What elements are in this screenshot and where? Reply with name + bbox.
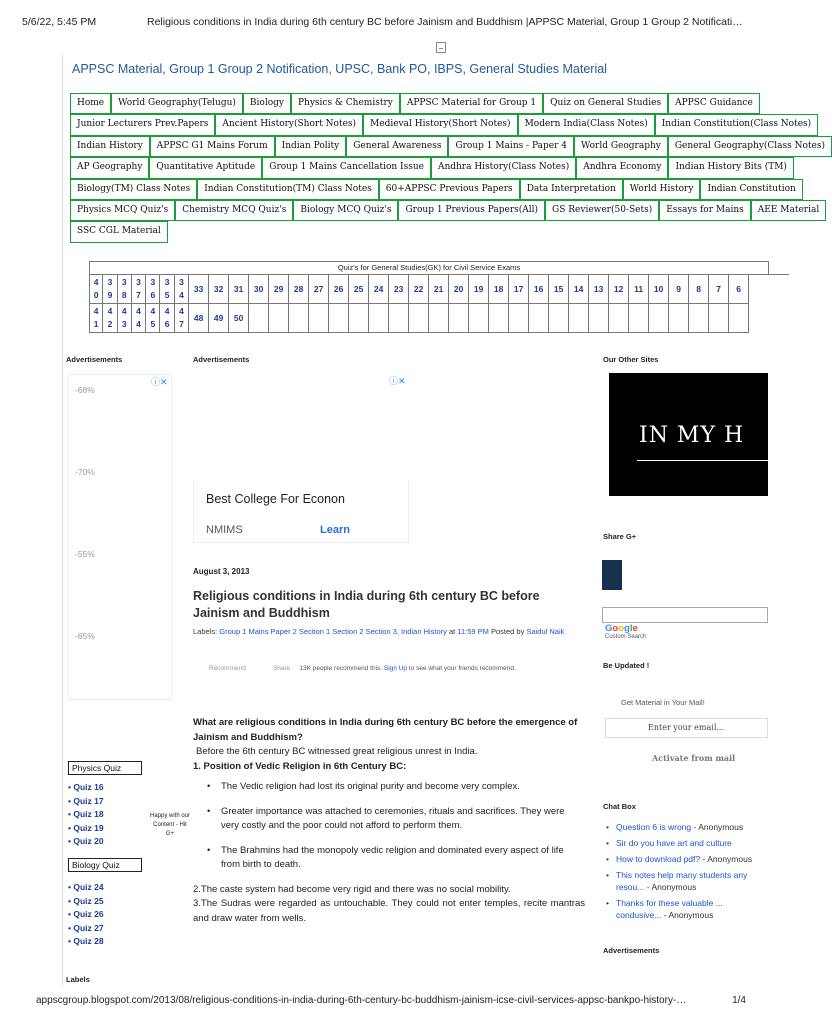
nav-link[interactable]: Group 1 Mains Cancellation Issue: [262, 157, 431, 178]
chat-link[interactable]: How to download pdf?: [616, 854, 701, 864]
nav-link[interactable]: Indian Constitution(Class Notes): [655, 114, 818, 135]
print-url: appscgroup.blogspot.com/2013/08/religious-conditions-in-india-during-6th-century-bc-buddhism-jainism-icse-civil-services-appsc-bankpo-history-…: [36, 995, 687, 1006]
list-item: • The Brahmins had the monopoly vedic religion and dominated every aspect of life from birth to death.: [193, 844, 585, 873]
quiz-link[interactable]: 26: [329, 275, 349, 304]
quiz-empty-cell: [649, 304, 669, 333]
quiz-link[interactable]: 3 7: [132, 275, 146, 304]
quiz-item-link[interactable]: • Quiz 26: [68, 908, 104, 922]
ad-percent: -68%: [75, 385, 95, 395]
nav-link[interactable]: Essays for Mains: [659, 200, 751, 221]
quiz-empty-cell: [309, 304, 329, 333]
quiz-link[interactable]: 18: [489, 275, 509, 304]
nav-link[interactable]: Indian History Bits (TM): [668, 157, 793, 178]
quiz-link[interactable]: 32: [209, 275, 229, 304]
physics-quiz-list: [68, 781, 104, 849]
nav-row: [70, 114, 812, 135]
quiz-link[interactable]: 4 1: [89, 304, 103, 333]
quiz-table: [89, 261, 768, 333]
quiz-link[interactable]: 12: [609, 275, 629, 304]
quiz-empty-cell: [349, 304, 369, 333]
nav-link[interactable]: Physics & Chemistry: [291, 93, 400, 114]
mail-title: Get Material in Your Mail!: [621, 698, 705, 707]
author-link[interactable]: Saidul Naik: [526, 627, 565, 636]
nav-link[interactable]: Indian Polity: [275, 136, 347, 157]
nav-link[interactable]: AEE Material: [751, 200, 826, 221]
section-heading: 1. Position of Vedic Religion in 6th Century BC:: [193, 760, 407, 772]
nav-row: [70, 136, 826, 157]
chat-author: - Anonymous: [691, 822, 744, 832]
print-timestamp: 5/6/22, 5:45 PM: [22, 16, 97, 28]
nav-row: [70, 157, 787, 178]
nav-link[interactable]: Indian Constitution(TM) Class Notes: [197, 179, 379, 200]
quiz-link[interactable]: 25: [349, 275, 369, 304]
quiz-empty-cell: [589, 304, 609, 333]
email-field[interactable]: Enter your email...: [605, 718, 768, 738]
nav-link[interactable]: GS Reviewer(50-Sets): [545, 200, 659, 221]
nav-link[interactable]: World Geography: [574, 136, 668, 157]
nav-link[interactable]: Quantitative Aptitude: [149, 157, 262, 178]
share-button[interactable]: Share: [272, 665, 291, 672]
other-site-logo[interactable]: [609, 373, 768, 496]
nav-link[interactable]: APPSC G1 Mains Forum: [150, 136, 275, 157]
nav-link[interactable]: Ancient History(Short Notes): [215, 114, 363, 135]
quiz-link[interactable]: 24: [369, 275, 389, 304]
nav-link[interactable]: Home: [70, 93, 111, 114]
quiz-empty-cell: [269, 304, 289, 333]
left-ads-label: Advertisements: [66, 355, 123, 364]
quiz-link[interactable]: 4 2: [103, 304, 117, 333]
nav-link[interactable]: General Geography(Class Notes): [668, 136, 832, 157]
quiz-empty-cell: [529, 304, 549, 333]
nav-link[interactable]: AP Geography: [70, 157, 149, 178]
quiz-link[interactable]: 33: [189, 275, 209, 304]
share-label: Share G+: [603, 532, 637, 541]
quiz-link[interactable]: 10: [649, 275, 669, 304]
nav-link[interactable]: APPSC Material for Group 1: [400, 93, 543, 114]
quiz-link[interactable]: 50: [229, 304, 249, 333]
chat-box-label: Chat Box: [603, 802, 636, 811]
print-footer: [36, 995, 746, 1006]
quiz-item-link[interactable]: • Quiz 20: [68, 835, 104, 849]
nav-link[interactable]: World History: [623, 179, 701, 200]
nav-row: [70, 200, 820, 221]
ad-title[interactable]: Best College For Econon: [206, 492, 345, 506]
quiz-link[interactable]: 3 5: [160, 275, 174, 304]
happy-badge[interactable]: Happy with our Content - Hit G+: [149, 813, 191, 837]
ad-percent: -70%: [75, 467, 95, 477]
post-labels: [193, 626, 585, 638]
quiz-link[interactable]: 6: [729, 275, 749, 304]
nav-link[interactable]: Biology MCQ Quiz's: [293, 200, 398, 221]
nav-link[interactable]: Junior Lecturers Prev.Papers: [70, 114, 215, 135]
quiz-empty-cell: [409, 304, 429, 333]
quiz-link[interactable]: 48: [189, 304, 209, 333]
quiz-empty-cell: [449, 304, 469, 333]
search-input[interactable]: [602, 607, 768, 623]
nav-link[interactable]: Indian Constitution: [700, 179, 802, 200]
recommend-bar: [209, 665, 516, 672]
quiz-item-link[interactable]: • Quiz 16: [68, 781, 104, 795]
nav-link[interactable]: World Geography(Telugu): [111, 93, 243, 114]
quiz-link[interactable]: 9: [669, 275, 689, 304]
chat-author: - Anonymous: [700, 854, 753, 864]
print-page-title: Religious conditions in India during 6th century BC before Jainism and Buddhism |APPSC Material, Group 1 Group 2 Notificati…: [147, 16, 743, 28]
quiz-link[interactable]: 30: [249, 275, 269, 304]
biology-quiz-header[interactable]: Biology Quiz: [68, 858, 142, 872]
label-links[interactable]: Group 1 Mains Paper 2 Section 1 Section 2 Section 3, Indian History: [219, 627, 447, 636]
list-item: • Greater importance was attached to ceremonies, rituals and sacrifices. They were very costly and the poor could not afford to perform them.: [193, 805, 585, 834]
sign-up-link[interactable]: Sign Up: [383, 665, 408, 672]
print-header: [22, 16, 746, 28]
logo-underline: [637, 460, 777, 461]
nav-row: [70, 221, 768, 242]
nav-link[interactable]: Andhra History(Class Notes): [431, 157, 576, 178]
quiz-table-row: [89, 274, 789, 304]
quiz-link[interactable]: 3 8: [118, 275, 132, 304]
right-ads-label: Advertisements: [603, 946, 660, 955]
quiz-link[interactable]: 22: [409, 275, 429, 304]
quiz-link[interactable]: 4 0: [89, 275, 103, 304]
print-page-number: 1/4: [732, 995, 746, 1006]
nav-row: [70, 93, 768, 114]
quiz-empty-cell: [689, 304, 709, 333]
left-ad-block[interactable]: [68, 374, 172, 700]
quiz-link[interactable]: 20: [449, 275, 469, 304]
ad-percent: -65%: [75, 631, 95, 641]
quiz-empty-cell: [729, 304, 749, 333]
quiz-table-title: Quiz's for General Studies(GK) for Civil Service Exams: [89, 261, 769, 274]
chat-link[interactable]: Question 6 is wrong: [616, 822, 692, 832]
other-sites-label: Our Other Sites: [603, 355, 659, 364]
nav-link[interactable]: Chemistry MCQ Quiz's: [175, 200, 293, 221]
nav-link[interactable]: Quiz on General Studies: [543, 93, 668, 114]
post-paragraph: 3.The Sudras were regarded as untouchable. They could not enter temples, recite mantras and draw water from wells.: [193, 898, 585, 924]
nav-link[interactable]: Andhra Economy: [576, 157, 668, 178]
chat-link[interactable]: This notes help many students any resou...: [616, 870, 748, 892]
chat-item: [604, 853, 768, 865]
nav-link[interactable]: Biology(TM) Class Notes: [70, 179, 197, 200]
quiz-link[interactable]: 11: [629, 275, 649, 304]
quiz-empty-cell: [669, 304, 689, 333]
ad-percent: -55%: [75, 549, 95, 559]
physics-quiz-header[interactable]: Physics Quiz: [68, 761, 142, 775]
quiz-link[interactable]: 31: [229, 275, 249, 304]
posted-by-text: Posted by: [488, 627, 527, 636]
nav-link[interactable]: SSC CGL Material: [70, 221, 168, 242]
post-intro: Before the 6th century BC witnessed great religious unrest in India.: [196, 746, 478, 757]
recommend-button[interactable]: Recommend: [209, 665, 246, 672]
quiz-item-link[interactable]: • Quiz 27: [68, 922, 104, 936]
chat-item: [604, 837, 768, 849]
ad-close-icon[interactable]: ⓘ✕: [389, 376, 406, 386]
activate-button[interactable]: Activate from mail: [652, 753, 736, 763]
quiz-link[interactable]: 29: [269, 275, 289, 304]
chat-item: [604, 897, 768, 921]
site-title[interactable]: APPSC Material, Group 1 Group 2 Notification, UPSC, Bank PO, IBPS, General Studies Material: [72, 62, 607, 76]
at-text: at: [446, 627, 458, 636]
quiz-link[interactable]: 13: [589, 275, 609, 304]
quiz-item-link[interactable]: • Quiz 24: [68, 881, 104, 895]
post-paragraph: 2.The caste system had become very rigid and there was no social mobility.: [193, 883, 511, 895]
main-navigation: [70, 93, 826, 243]
nav-link[interactable]: 60+APPSC Previous Papers: [379, 179, 520, 200]
quiz-link[interactable]: 4 7: [175, 304, 189, 333]
quiz-empty-cell: [609, 304, 629, 333]
custom-search-label: Custom Search: [605, 634, 647, 640]
mid-ads-label: Advertisements: [193, 355, 250, 364]
quiz-link[interactable]: 3 6: [146, 275, 160, 304]
chat-author: - Anonymous: [661, 910, 714, 920]
quiz-item-link[interactable]: • Quiz 19: [68, 822, 104, 836]
nav-link[interactable]: Indian History: [70, 136, 150, 157]
quiz-empty-cell: [489, 304, 509, 333]
quiz-empty-cell: [289, 304, 309, 333]
quiz-link[interactable]: 4 3: [118, 304, 132, 333]
quiz-item-link[interactable]: • Quiz 17: [68, 795, 104, 809]
quiz-link[interactable]: 28: [289, 275, 309, 304]
nav-link[interactable]: Data Interpretation: [520, 179, 623, 200]
quiz-empty-cell: [509, 304, 529, 333]
nav-link[interactable]: Medieval History(Short Notes): [363, 114, 518, 135]
chat-link[interactable]: Thanks for these valuable ... condusive...: [616, 898, 723, 920]
post-date: August 3, 2013: [193, 567, 250, 576]
quiz-link[interactable]: 7: [709, 275, 729, 304]
quiz-link[interactable]: 4 6: [160, 304, 174, 333]
quiz-link[interactable]: 14: [569, 275, 589, 304]
ad-brand: NMIMS: [206, 524, 243, 536]
nav-row: [70, 179, 796, 200]
quiz-empty-cell: [389, 304, 409, 333]
labels-prefix: Labels:: [193, 627, 220, 636]
nav-link[interactable]: APPSC Guidance: [668, 93, 760, 114]
quiz-table-row: [89, 304, 789, 333]
nav-link[interactable]: Group 1 Previous Papers(All): [398, 200, 545, 221]
quiz-empty-cell: [709, 304, 729, 333]
nav-link[interactable]: General Awareness: [346, 136, 448, 157]
quiz-link[interactable]: 15: [549, 275, 569, 304]
quiz-link[interactable]: 27: [309, 275, 329, 304]
chat-author: - Anonymous: [644, 882, 697, 892]
quiz-empty-cell: [569, 304, 589, 333]
post-title: Religious conditions in India during 6th century BC before Jainism and Buddhism: [193, 589, 540, 620]
quiz-empty-cell: [549, 304, 569, 333]
quiz-link[interactable]: 23: [389, 275, 409, 304]
chat-item: [604, 869, 768, 893]
quiz-item-link[interactable]: • Quiz 25: [68, 895, 104, 909]
quiz-link[interactable]: 49: [209, 304, 229, 333]
post-time-link[interactable]: 11:59 PM: [457, 627, 489, 636]
mid-ad-block[interactable]: [193, 374, 409, 542]
recommend-count: 13K people recommend this.: [299, 665, 383, 672]
nav-link[interactable]: Physics MCQ Quiz's: [70, 200, 175, 221]
quiz-empty-cell: [369, 304, 389, 333]
share-thumbnail[interactable]: [602, 560, 622, 590]
chat-item: [604, 821, 768, 833]
quiz-empty-cell: [429, 304, 449, 333]
nav-link[interactable]: Biology: [243, 93, 291, 114]
quiz-link[interactable]: 4 4: [132, 304, 146, 333]
broken-image-icon: [436, 42, 446, 53]
post-body: [193, 716, 585, 926]
be-updated-label: Be Updated !: [603, 661, 650, 670]
quiz-link[interactable]: 17: [509, 275, 529, 304]
biology-quiz-list: [68, 881, 104, 949]
post-question: What are religious conditions in India during 6th century BC before the emergence of Jainism and Buddhism?: [193, 717, 578, 743]
nav-link[interactable]: Group 1 Mains - Paper 4: [448, 136, 574, 157]
quiz-empty-cell: [469, 304, 489, 333]
chat-link[interactable]: Sir do you have art and culture: [616, 838, 732, 848]
quiz-link[interactable]: 3 9: [103, 275, 117, 304]
quiz-link[interactable]: 4 5: [146, 304, 160, 333]
ad-learn-button[interactable]: Learn: [320, 524, 350, 536]
quiz-item-link[interactable]: • Quiz 28: [68, 935, 104, 949]
ad-close-icon[interactable]: ⓘ✕: [151, 377, 168, 387]
chat-list: [604, 821, 768, 925]
quiz-link[interactable]: 19: [469, 275, 489, 304]
quiz-link[interactable]: 21: [429, 275, 449, 304]
logo-text: IN MY H: [639, 423, 745, 448]
quiz-link[interactable]: 3 4: [175, 275, 189, 304]
list-item: • The Vedic religion had lost its original purity and become very complex.: [193, 780, 585, 795]
labels-heading: Labels: [66, 975, 90, 984]
quiz-empty-cell: [249, 304, 269, 333]
quiz-empty-cell: [629, 304, 649, 333]
recommend-tail: to see what your friends recommend.: [407, 665, 516, 672]
quiz-link[interactable]: 8: [689, 275, 709, 304]
quiz-link[interactable]: 16: [529, 275, 549, 304]
nav-link[interactable]: Modern India(Class Notes): [518, 114, 655, 135]
quiz-item-link[interactable]: • Quiz 18: [68, 808, 104, 822]
google-logo: Google: [605, 623, 638, 634]
quiz-empty-cell: [329, 304, 349, 333]
bullet-list: [193, 780, 585, 873]
